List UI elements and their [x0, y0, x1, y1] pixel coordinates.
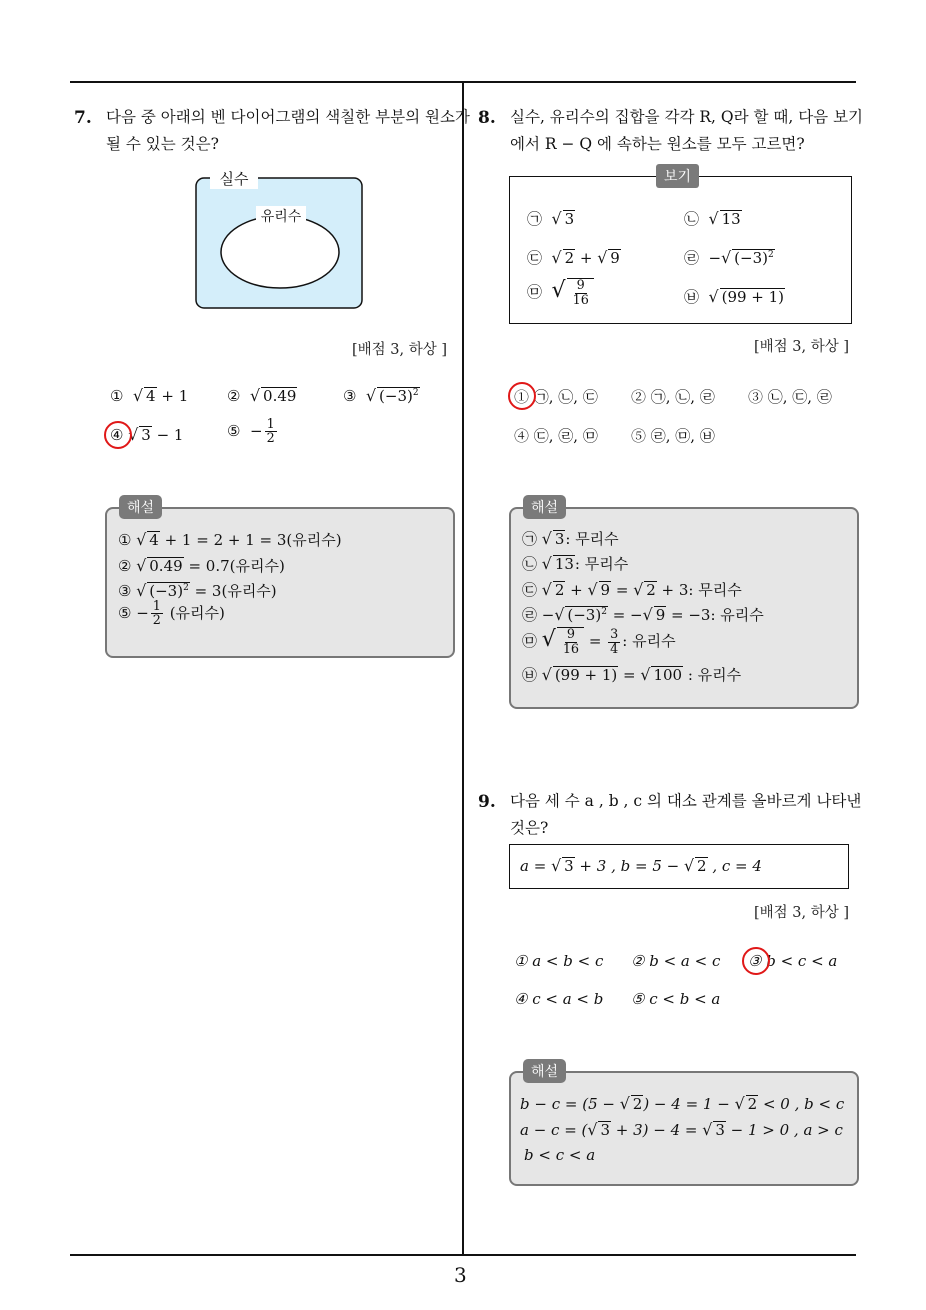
- q9-choice-2[interactable]: ② b < a < c: [631, 952, 721, 970]
- q7-exp-line1: ① √ 4 + 1 = 2 + 1 = 3(유리수): [118, 530, 342, 549]
- q9-choice-5[interactable]: ⑤ c < b < a: [631, 990, 721, 1008]
- q8-exp-line4: ㉣ −√ $(-3)^2$ = −√ 9 = −3: 유리수: [522, 605, 764, 624]
- q9-exp-line3: b < c < a: [524, 1146, 596, 1164]
- q9-text-line1: 다음 세 수 a , b , c 의 대소 관계를 올바르게 나타낸: [510, 792, 862, 810]
- bogi-item-6: ㉥ √ (99 + 1): [684, 287, 785, 306]
- q8-choice-2[interactable]: ② ㉠, ㉡, ㉣: [631, 388, 715, 406]
- q7-explanation-tag: 해설: [119, 495, 162, 519]
- q7-choice-5[interactable]: ⑤ − $\frac{1}{2}$: [227, 417, 275, 447]
- venn-inner-label: 유리수: [260, 209, 302, 225]
- bogi-item-5: ㉤ √ $\frac{9}{16}$: [527, 278, 594, 307]
- q9-number: 9.: [478, 792, 496, 812]
- q7-exp-line3: ③ √ $(-3)^2 = 3$(유리수): [118, 581, 277, 600]
- q7-venn-diagram: [190, 165, 370, 315]
- q8-choice-3[interactable]: ③ ㉡, ㉢, ㉣: [748, 388, 832, 406]
- q7-text-line1: 다음 중 아래의 벤 다이어그램의 색칠한 부분의 원소가: [106, 108, 470, 126]
- q8-selected-marker: [508, 382, 536, 410]
- bogi-item-1: ㉠ √ 3: [527, 209, 575, 228]
- q8-exp-line5: ㉤ √ $\frac{9}{16}$ = $\frac{3}{4}$ : 유리수: [522, 627, 676, 657]
- q8-exp-line6: ㉥ √ (99 + 1) = √ 100 : 유리수: [522, 665, 742, 684]
- bogi-item-2: ㉡ √ 13: [684, 209, 741, 228]
- q8-choice-1[interactable]: ① ㉠, ㉡, ㉢: [514, 388, 598, 406]
- q8-bogi-tag: 보기: [656, 164, 699, 188]
- q8-score: [배점 3, 하상 ]: [754, 339, 850, 355]
- q9-explanation-tag: 해설: [523, 1059, 566, 1083]
- q8-exp-line2: ㉡ √ 13: 무리수: [522, 554, 629, 573]
- q8-text-line2: 에서 R − Q 에 속하는 원소를 모두 고르면?: [510, 135, 805, 153]
- q7-selected-marker: [104, 421, 132, 449]
- venn-outer-label: 실수: [219, 170, 249, 188]
- q9-score: [배점 3, 하상 ]: [754, 905, 850, 921]
- page-number: 3: [454, 1263, 467, 1287]
- q7-number: 7.: [74, 108, 92, 128]
- q9-choice-4[interactable]: ④ c < a < b: [514, 990, 604, 1008]
- q8-text-line1: 실수, 유리수의 집합을 각각 R, Q라 할 때, 다음 보기: [510, 108, 864, 126]
- q7-choice-2[interactable]: ② √ 0.49: [227, 386, 297, 405]
- q7-choice-4[interactable]: ④ √ 3 − 1: [110, 425, 184, 444]
- q8-choice-5[interactable]: ⑤ ㉣, ㉤, ㉥: [631, 427, 715, 445]
- q9-exp-line1: b − c = (5 − √ 2) − 4 = 1 − √ 2 < 0 , b < c: [520, 1094, 845, 1113]
- bottom-rule: [70, 1254, 856, 1256]
- q8-number: 8.: [478, 108, 496, 128]
- column-divider: [462, 81, 464, 1256]
- q9-choice-1[interactable]: ① a < b < c: [514, 952, 604, 970]
- q8-choice-4[interactable]: ④ ㉢, ㉣, ㉤: [514, 427, 598, 445]
- q7-exp-line4: ⑤ − $\frac{1}{2}$ (유리수): [118, 599, 225, 629]
- q9-given-text: a = √ 3 + 3 , b = 5 − √ 2 , c = 4: [520, 856, 762, 875]
- q7-choice-1[interactable]: ① √ 4 + 1: [110, 386, 189, 405]
- q7-exp-line2: ② √ 0.49 = 0.7(유리수): [118, 556, 285, 575]
- q9-choice-3[interactable]: ③ b < c < a: [748, 952, 838, 970]
- q9-text-line2: 것은?: [510, 819, 549, 837]
- q7-score: [배점 3, 하상 ]: [352, 342, 448, 358]
- q8-exp-line3: ㉢ √ 2 + √ 9 = √ 2 + 3: 무리수: [522, 580, 742, 599]
- q8-exp-line1: ㉠ √ 3: 무리수: [522, 529, 619, 548]
- bogi-item-3: ㉢ √ 2 + √ 9: [527, 248, 620, 267]
- bogi-item-4: ㉣ −√ $(-3)^2$: [684, 248, 774, 267]
- q9-selected-marker: [742, 947, 770, 975]
- q7-text-line2: 될 수 있는 것은?: [106, 135, 219, 153]
- q7-choice-3[interactable]: ③ √ $(-3)^2$: [343, 386, 419, 405]
- q9-exp-line2: a − c = (√ 3 + 3) − 4 = √ 3 − 1 > 0 , a > c: [520, 1120, 843, 1139]
- q8-explanation-tag: 해설: [523, 495, 566, 519]
